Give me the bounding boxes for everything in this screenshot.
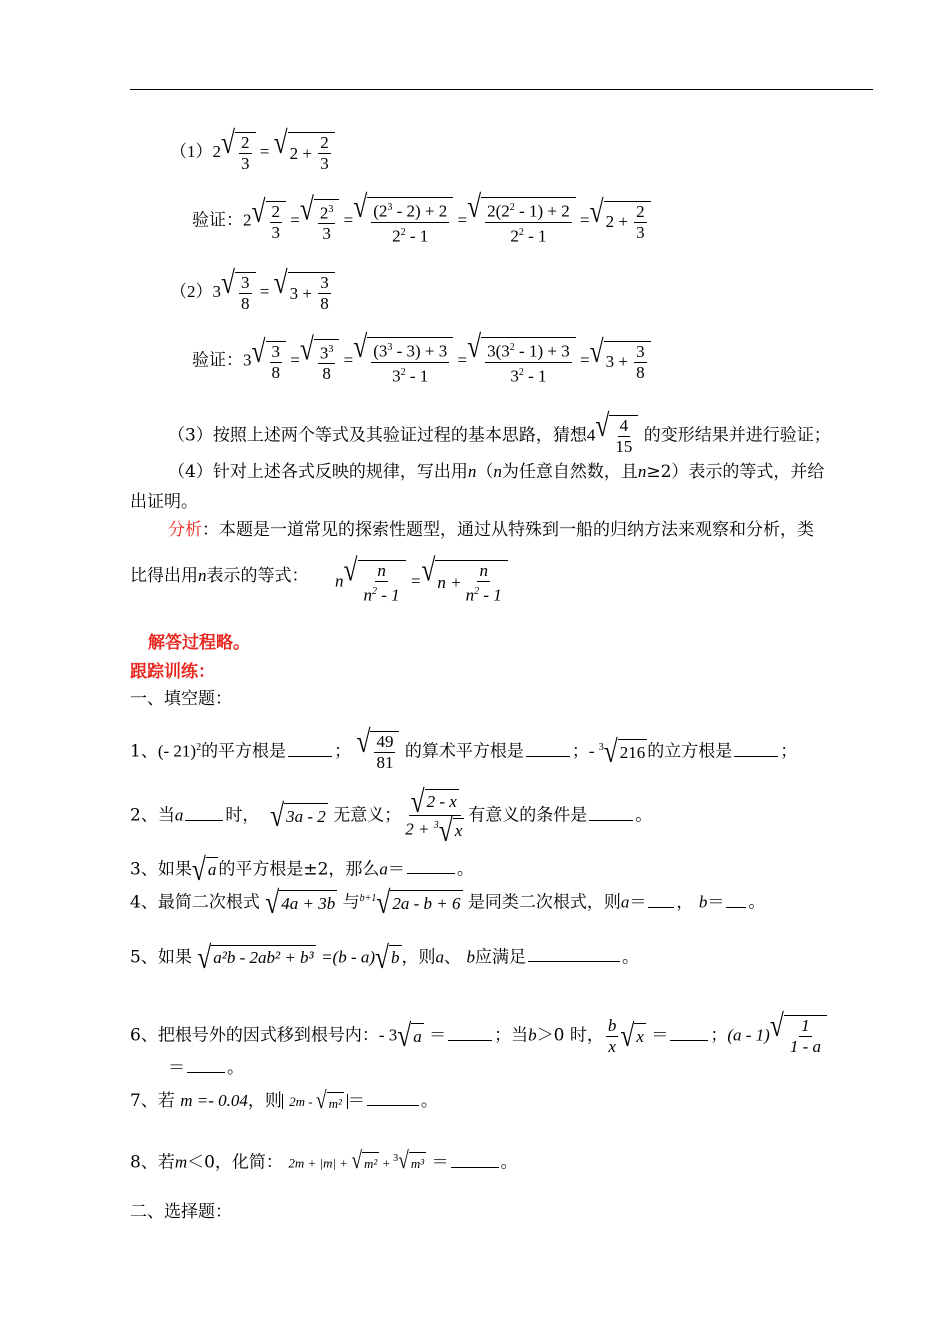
problem-2: 2、当a 时， √ 3a - 2 无意义； √ 2 - x 2 + $^3$ √ x 有意义的条件是 。 <box>130 783 653 849</box>
section-fill-blank: 一、填空题： <box>130 689 232 709</box>
answer-blank[interactable] <box>528 946 620 962</box>
analysis-line2: 比得出用n表示的等式： <box>130 566 309 586</box>
analysis-line1: 分析：本题是一道常见的探索性题型，通过从特殊到一船的归纳方法来观察和分析，类 <box>168 520 814 540</box>
problem-1: 1、(- 21)$^2$的平方根是 ； √ $\frac{49}{81}$ 的算术平方根是 ；- $^3$ √ 216 的立方根是 ； <box>130 723 798 772</box>
verification-1: 验证：2 √ $\frac{2}{3}$ = √ $\frac{2^3}{3}$ = √ $\frac{(2^3 - 2) + 2}{2^2 - 1}$ = √ $\frac{2(2^2 - 1) + 2}{2^2 - 1}$ = √ 2 + $\frac{2}{3}$ <box>192 197 651 246</box>
answer-blank[interactable] <box>185 805 223 821</box>
answer-note: 解答过程略。 <box>148 633 250 653</box>
answer-blank[interactable] <box>187 1057 225 1073</box>
answer-blank[interactable] <box>670 1025 708 1041</box>
answer-blank[interactable] <box>589 805 633 821</box>
question-4: （4）针对上述各式反映的规律，写出用n（n为任意自然数，且n≥2）表示的等式，并给 <box>168 462 825 482</box>
equation-1: （1）2 √ $\frac{2}{3}$ = √ 2 + $\frac{2}{3}$ <box>170 132 335 174</box>
analysis-formula: n √ $\frac{n}{n^2 - 1}$ = √ n + $\frac{n}{n^2 - 1}$ <box>335 560 508 606</box>
problem-6: 6、把根号外的因式移到根号内：- 3 √ a ＝ ；当b＞0 时， $\frac{b}{x}$ √ x ＝ ；(a - 1) √ $\frac{1}{1 - a}$ <box>130 1015 827 1057</box>
problem-8: 8、若m＜0，化简： 2m + |m| + √ m² + $^3$ √ m³ ＝ 。 <box>130 1147 518 1174</box>
question-3: （3）按照上述两个等式及其验证过程的基本思路，猜想4 √ $\frac{4}{15}$ 的变形结果并进行验证； <box>168 407 831 456</box>
problem-4: 4、最简二次根式 √ 4a + 3b 与$^{b+1}$ √ 2a - b + 6 是同类二次根式，则a＝ ， b＝ 。 <box>130 884 766 921</box>
verification-2: 验证：3 √ $\frac{3}{8}$ = √ $\frac{3^3}{8}$ = √ $\frac{(3^3 - 3) + 3}{3^2 - 1}$ = √ $\frac{3(3^2 - 1) + 3}{3^2 - 1}$ = √ 3 + $\frac{3}{8}$ <box>192 337 651 386</box>
answer-blank[interactable] <box>407 858 455 874</box>
problem-3: 3、如果 √ a 的平方根是±2，那么a＝ 。 <box>130 851 474 888</box>
equation-2: （2）3 √ $\frac{3}{8}$ = √ 3 + $\frac{3}{8}$ <box>170 272 335 314</box>
answer-blank[interactable] <box>726 892 746 908</box>
problem-7: 7、若 m =- 0.04，则 2m - √ m² ＝ 。 <box>130 1087 438 1114</box>
answer-blank[interactable] <box>288 741 332 757</box>
answer-blank[interactable] <box>526 741 570 757</box>
practice-title: 跟踪训练： <box>130 662 215 682</box>
header-rule <box>130 89 873 90</box>
answer-blank[interactable] <box>648 892 674 908</box>
answer-blank[interactable] <box>367 1090 419 1106</box>
answer-blank[interactable] <box>448 1025 492 1041</box>
section-multiple-choice: 二、选择题： <box>130 1202 232 1222</box>
analysis-label: 分析 <box>168 520 202 540</box>
problem-5: 5、如果 √ a²b - 2ab² + b³ =(b - a) √ b ，则a、 b应满足 。 <box>130 939 639 976</box>
answer-blank[interactable] <box>451 1152 499 1168</box>
answer-blank[interactable] <box>734 741 778 757</box>
question-4-line2: 出证明。 <box>130 492 198 512</box>
problem-6-line2: ＝ 。 <box>168 1058 244 1078</box>
